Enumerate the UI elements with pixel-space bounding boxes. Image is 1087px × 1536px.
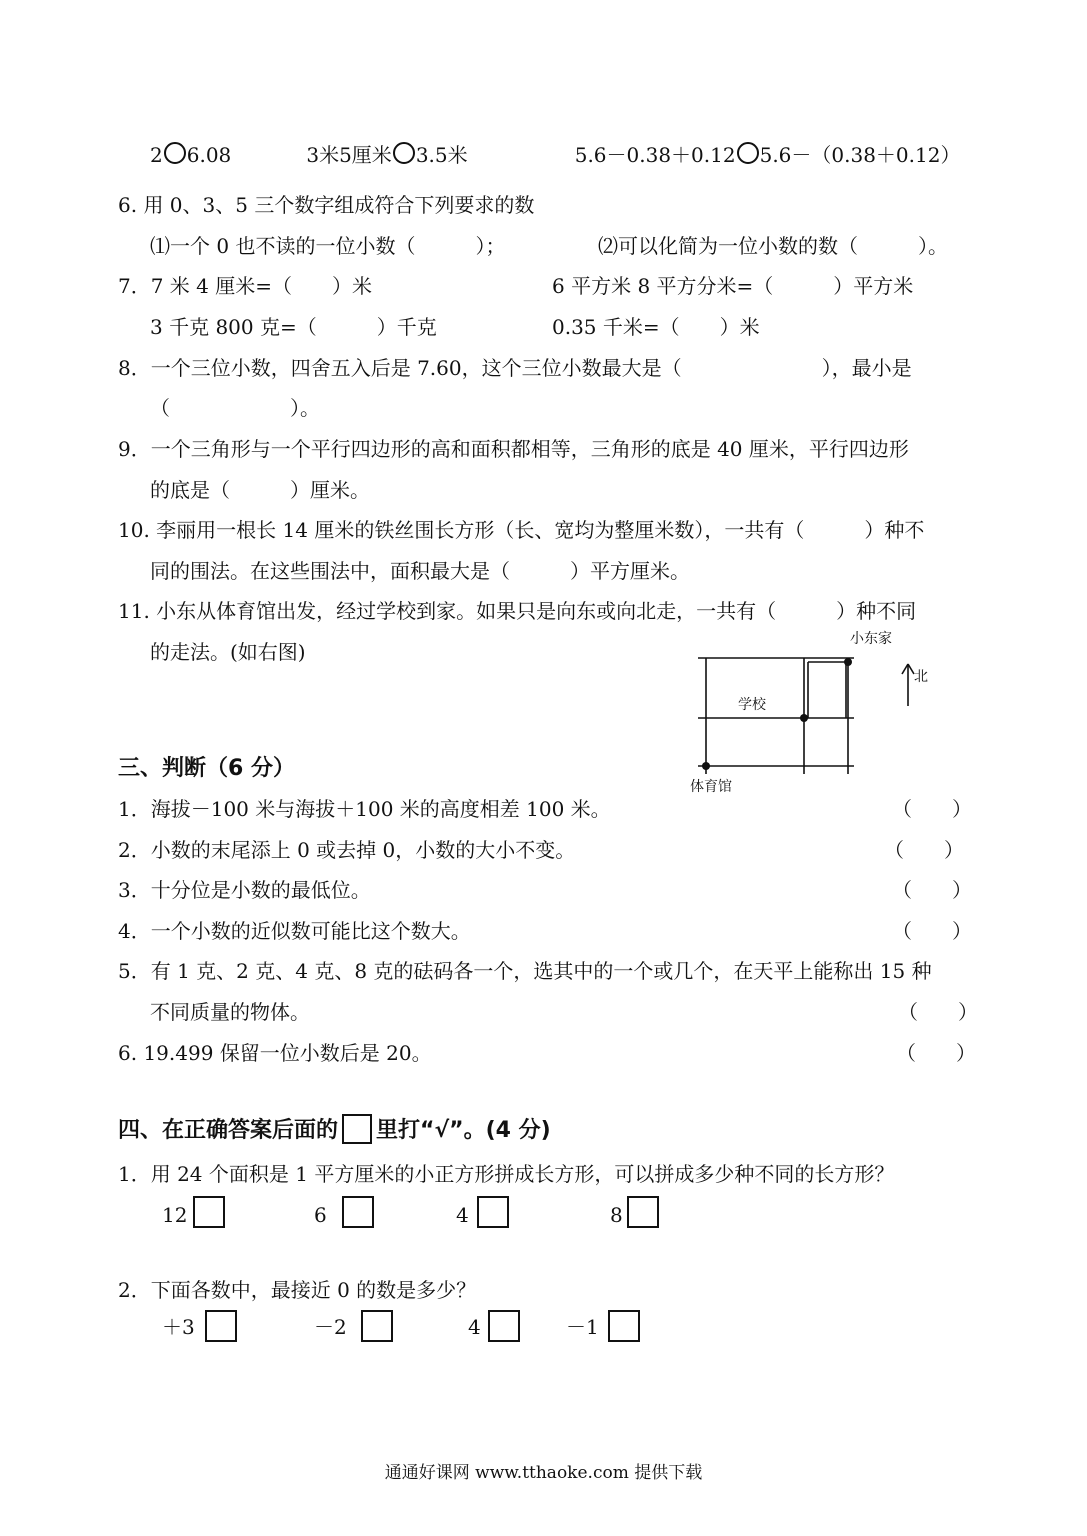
s4-q2-option-label-3: 4 bbox=[468, 1315, 481, 1339]
s4-q2-option-label-2: －2 bbox=[314, 1315, 347, 1339]
s4-q2: 2．下面各数中，最接近 0 的数是多少？ bbox=[118, 1278, 477, 1302]
judge-item-3: 3．十分位是小数的最低位。 bbox=[118, 878, 371, 902]
judge-answer-6[interactable]: （ ） bbox=[896, 1041, 976, 1065]
gym-dot bbox=[702, 762, 710, 770]
compare-1-right: 6.08 bbox=[186, 143, 232, 167]
s4-q2-checkbox-3[interactable] bbox=[488, 1310, 520, 1342]
compare-2 bbox=[306, 142, 568, 168]
section3-heading: 三、判断（6 分） bbox=[118, 756, 295, 781]
judge-item-5-cont: 不同质量的物体。 bbox=[150, 1000, 310, 1024]
q9-line2: 的底是（ ）厘米。 bbox=[150, 478, 370, 502]
q10-line2: 同的围法。在这些围法中，面积最大是（ ）平方厘米。 bbox=[150, 559, 690, 583]
q7-d: 0.35 千米=（ ）米 bbox=[552, 315, 760, 339]
school-label: 学校 bbox=[738, 697, 766, 713]
s4-q2-checkbox-4[interactable] bbox=[608, 1310, 640, 1342]
compare-2-left: 3米5厘米 bbox=[306, 143, 392, 167]
section4-heading bbox=[118, 1114, 551, 1145]
school-dot bbox=[800, 714, 808, 722]
s4-q1-checkbox-2[interactable] bbox=[342, 1196, 374, 1228]
q6-part2: ⑵可以化简为一位小数的数（ ）。 bbox=[598, 234, 948, 258]
s4-q2-option-label-4: －1 bbox=[566, 1315, 599, 1339]
s4-q1-option-label-4: 8 bbox=[610, 1203, 623, 1227]
footer-text: 通通好课网 www.tthaoke.com 提供下载 bbox=[384, 1463, 703, 1483]
judge-answer-3[interactable]: （ ） bbox=[892, 878, 972, 902]
q9-line1: 9．一个三角形与一个平行四边形的高和面积都相等，三角形的底是 40 厘米，平行四边形 bbox=[118, 437, 909, 461]
s4-q1-option-label-2: 6 bbox=[314, 1203, 327, 1227]
q11-line1: 11. 小东从体育馆出发，经过学校到家。如果只是向东或向北走，一共有（ ）种不同 bbox=[118, 599, 917, 623]
judge-item-1: 1．海拔－100 米与海拔＋100 米的高度相差 100 米。 bbox=[118, 797, 611, 821]
judge-answer-4[interactable]: （ ） bbox=[892, 919, 972, 943]
route-map bbox=[690, 624, 950, 794]
north-label: 北 bbox=[914, 669, 928, 685]
s4-q1-option-label-1: 12 bbox=[162, 1203, 188, 1227]
s4-q2-checkbox-1[interactable] bbox=[205, 1310, 237, 1342]
route-map-svg bbox=[690, 624, 950, 794]
judge-item-6: 6. 19.499 保留一位小数后是 20。 bbox=[118, 1041, 432, 1065]
judge-item-2: 2．小数的末尾添上 0 或去掉 0，小数的大小不变。 bbox=[118, 838, 576, 862]
compare-3-right: 5.6－（0.38＋0.12） bbox=[759, 143, 961, 167]
s4-q1-option-label-3: 4 bbox=[456, 1203, 469, 1227]
compare-row bbox=[150, 142, 960, 168]
judge-answer-1[interactable]: （ ） bbox=[892, 797, 972, 821]
s4-q2-checkbox-2[interactable] bbox=[361, 1310, 393, 1342]
q8-line2: （ ）。 bbox=[150, 396, 320, 420]
home-dot bbox=[844, 658, 852, 666]
compare-circle-1[interactable] bbox=[164, 142, 186, 164]
s4-q1: 1．用 24 个面积是 1 平方厘米的小正方形拼成长方形，可以拼成多少种不同的长方形？ bbox=[118, 1162, 895, 1186]
judge-item-4: 4．一个小数的近似数可能比这个数大。 bbox=[118, 919, 471, 943]
section4-heading-before: 四、在正确答案后面的 bbox=[118, 1118, 339, 1143]
compare-circle-3[interactable] bbox=[737, 142, 759, 164]
home-label: 小东家 bbox=[850, 631, 892, 647]
judge-answer-5[interactable]: （ ） bbox=[898, 1000, 978, 1024]
section4-heading-after: 里打“√”。(4 分) bbox=[376, 1118, 551, 1143]
q10-line1: 10. 李丽用一根长 14 厘米的铁丝围长方形（长、宽均为整厘米数），一共有（ ）种不 bbox=[118, 518, 925, 542]
compare-circle-2[interactable] bbox=[393, 142, 415, 164]
s4-q1-checkbox-3[interactable] bbox=[477, 1196, 509, 1228]
q7-c: 3 千克 800 克=（ ）千克 bbox=[150, 315, 437, 339]
judge-answer-2[interactable]: （ ） bbox=[884, 838, 964, 862]
compare-1 bbox=[150, 142, 300, 168]
compare-1-left: 2 bbox=[150, 143, 163, 167]
compare-3 bbox=[575, 143, 961, 167]
s4-q1-checkbox-4[interactable] bbox=[627, 1196, 659, 1228]
q8-line1: 8．一个三位小数，四舍五入后是 7.60，这个三位小数最大是（ ），最小是 bbox=[118, 356, 912, 380]
gym-label: 体育馆 bbox=[690, 779, 732, 795]
q11-line2: 的走法。(如右图) bbox=[150, 640, 306, 664]
compare-2-right: 3.5米 bbox=[415, 143, 468, 167]
compare-3-left: 5.6－0.38＋0.12 bbox=[574, 143, 736, 167]
heading-sample-box bbox=[342, 1114, 372, 1144]
q7-b: 6 平方米 8 平方分米=（ ）平方米 bbox=[552, 274, 914, 298]
q6-line1: 6. 用 0、3、5 三个数字组成符合下列要求的数 bbox=[118, 193, 535, 217]
q7-a: 7．7 米 4 厘米=（ ）米 bbox=[118, 274, 373, 298]
q6-part1: ⑴一个 0 也不读的一位小数（ ）； bbox=[150, 234, 506, 258]
s4-q1-checkbox-1[interactable] bbox=[193, 1196, 225, 1228]
judge-item-5: 5．有 1 克、2 克、4 克、8 克的砝码各一个，选其中的一个或几个，在天平上能称出 15 种 bbox=[118, 959, 932, 983]
s4-q2-option-label-1: ＋3 bbox=[162, 1315, 195, 1339]
